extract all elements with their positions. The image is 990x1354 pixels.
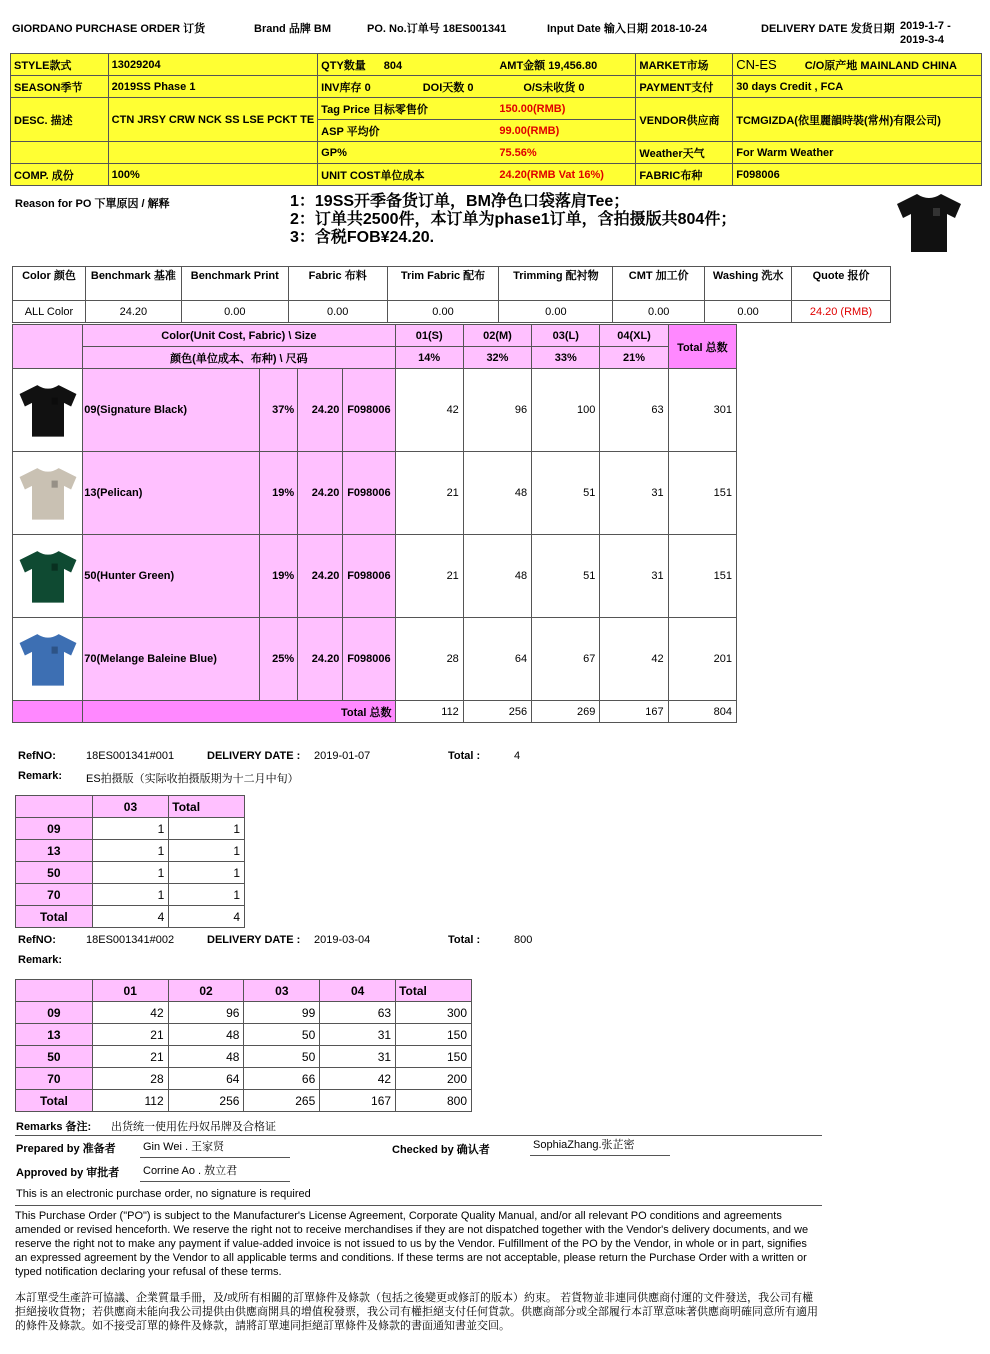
ref-total-value: 4 bbox=[514, 750, 521, 762]
ref-cell: 300 bbox=[396, 1002, 472, 1024]
tshirt-icon bbox=[16, 544, 80, 608]
size-total: 269 bbox=[532, 701, 600, 723]
ref-cell: 50 bbox=[244, 1024, 320, 1046]
cost-header: Trimming 配衬物 bbox=[499, 267, 613, 301]
color-pct: 19% bbox=[260, 452, 298, 535]
qty-cell: 67 bbox=[532, 618, 600, 701]
totals-row bbox=[13, 701, 737, 723]
remark-label: Remark: bbox=[18, 954, 63, 966]
ref-cell: 96 bbox=[168, 1002, 244, 1024]
size-color-table bbox=[12, 324, 737, 723]
row-total: 301 bbox=[668, 369, 736, 452]
ref-col-header: Total bbox=[396, 980, 472, 1002]
vendor-label: VENDOR供应商 bbox=[636, 98, 733, 142]
tag-price-value: 150.00(RMB) bbox=[496, 98, 636, 120]
ref-cell: 1 bbox=[169, 840, 245, 862]
ref-cell: 1 bbox=[92, 818, 169, 840]
qty-cell: 31 bbox=[600, 535, 668, 618]
ref-cell: 42 bbox=[320, 1068, 396, 1090]
market-label: MARKET市场 bbox=[636, 54, 733, 76]
amt-value: 19,456.80 bbox=[548, 59, 598, 72]
ref-cell: 265 bbox=[244, 1090, 320, 1112]
size-label: 01(S) bbox=[395, 325, 463, 347]
size-total: 167 bbox=[600, 701, 668, 723]
total-header: Total 总数 bbox=[668, 325, 736, 369]
swatch-cell bbox=[13, 535, 83, 618]
ref-cell: 63 bbox=[320, 1002, 396, 1024]
ref-cell: 28 bbox=[92, 1068, 168, 1090]
refno-label: RefNO: bbox=[18, 750, 56, 762]
os-label: O/S未收货 bbox=[523, 81, 576, 94]
size-header-en: Color(Unit Cost, Fabric) \ Size bbox=[83, 325, 395, 347]
po-header bbox=[12, 20, 980, 50]
ref-delivery-value: 2019-03-04 bbox=[314, 934, 371, 946]
remarks-label: Remarks 备注: bbox=[16, 1121, 92, 1133]
divider bbox=[15, 1135, 822, 1136]
ref-row-label: Total bbox=[16, 1090, 93, 1112]
ref-cell: 150 bbox=[396, 1024, 472, 1046]
color-row bbox=[13, 452, 737, 535]
reason-line: 2：订单共2500件，本订单为phase1订单，含拍摄版共804件； bbox=[290, 211, 737, 228]
comp-value: 100% bbox=[108, 164, 318, 186]
ref-cell: 99 bbox=[244, 1002, 320, 1024]
qty-cell: 48 bbox=[463, 535, 531, 618]
cost-cell: 0.00 bbox=[181, 301, 288, 323]
ref-col-header: 03 bbox=[92, 796, 169, 818]
qty-cell: 63 bbox=[600, 369, 668, 452]
ref-total-label: Total : bbox=[448, 750, 481, 762]
qty-cell: 51 bbox=[532, 535, 600, 618]
cost-header: Benchmark 基准 bbox=[85, 267, 181, 301]
style-value: 13029204 bbox=[108, 54, 318, 76]
weather-label: Weather天气 bbox=[636, 142, 733, 164]
cost-header: Fabric 布料 bbox=[288, 267, 387, 301]
amt-label: AMT金额 bbox=[499, 59, 546, 72]
weather-value: For Warm Weather bbox=[733, 142, 982, 164]
grand-total: 804 bbox=[668, 701, 736, 723]
ref-delivery-label: DELIVERY DATE : bbox=[207, 750, 301, 762]
checked-signature: SophiaZhang.张芷密 bbox=[530, 1136, 670, 1156]
electronic-note: This is an electronic purchase order, no signature is required bbox=[16, 1188, 311, 1200]
ref-col-header: 02 bbox=[168, 980, 244, 1002]
ref-row-label: 70 bbox=[16, 1068, 93, 1090]
color-name: 13(Pelican) bbox=[83, 452, 260, 535]
color-name: 09(Signature Black) bbox=[83, 369, 260, 452]
legal-terms-en: This Purchase Order ("PO") is subject to the Manufacturer's License Agreement, Corporate Quality Manual, and/or all relevant PO conditions and agreements amended or revised henceforth. We reserve the right not to receive merchandises if they are not dispatched together with the Vendor's delivery documents, and we reserve the right not to make any payment if value-added invoice is not issued to us by the Vendor. Fulfillment of the PO by the Vendor, in whole or in part, signifies an expressed agreement by the Vendor to all applicable terms and conditions. If these terms are not acceptable, please return the Purchase Order with a written or typed notification declaring your refusal of these terms. bbox=[15, 1210, 809, 1278]
season-value: 2019SS Phase 1 bbox=[108, 76, 318, 98]
unit-cost-label: UNIT COST单位成本 bbox=[318, 164, 497, 186]
ref-cell: 48 bbox=[168, 1046, 244, 1068]
cost-cell: ALL Color bbox=[13, 301, 86, 323]
ref-row-label: 13 bbox=[16, 1024, 93, 1046]
remark-value: ES拍摄版（实际收拍摄版期为十二月中旬） bbox=[86, 773, 299, 785]
row-total: 151 bbox=[668, 535, 736, 618]
cost-cell: 0.00 bbox=[288, 301, 387, 323]
tshirt-icon bbox=[16, 627, 80, 691]
color-cost: 24.20 bbox=[298, 535, 343, 618]
cost-header: Color 颜色 bbox=[13, 267, 86, 301]
totals-label: Total 总数 bbox=[83, 701, 395, 723]
row-total: 151 bbox=[668, 452, 736, 535]
ref-cell: 31 bbox=[320, 1024, 396, 1046]
row-total: 201 bbox=[668, 618, 736, 701]
qty-value: 804 bbox=[383, 59, 403, 72]
size-pct: 21% bbox=[600, 347, 668, 369]
payment-label: PAYMENT支付 bbox=[636, 76, 733, 98]
asp-value: 99.00(RMB) bbox=[496, 120, 636, 142]
tshirt-icon bbox=[16, 461, 80, 525]
qty-cell: 96 bbox=[463, 369, 531, 452]
ref-delivery-label: DELIVERY DATE : bbox=[207, 934, 301, 946]
cost-cell: 0.00 bbox=[705, 301, 792, 323]
color-pct: 19% bbox=[260, 535, 298, 618]
color-pct: 37% bbox=[260, 369, 298, 452]
remark-label: Remark: bbox=[18, 770, 63, 782]
legal-terms-cn: 本訂單受生產許可協議、企業質量手冊，及/或所有相關的訂單條件及條款（包括之後變更或修訂的版本）約束。 若貨物並非連同供應商付運的文件發送，我公司有權拒絕接收貨物；若供應商未能向我公司提供由供應商開具的增值稅發票，我公司有權拒絕支付任何貨款。供應商部分或全部履行本訂單意味著供應商明確同意所有適用的條件及條款。如不接受訂單的條件及條款，請將訂單連同拒絕訂單條件及條款的書面通知書並交回。 bbox=[15, 1292, 818, 1332]
qty-cell: 21 bbox=[395, 535, 463, 618]
color-cost: 24.20 bbox=[298, 452, 343, 535]
ref-cell: 42 bbox=[92, 1002, 168, 1024]
color-row bbox=[13, 535, 737, 618]
ref-row-label: 50 bbox=[16, 862, 93, 884]
unit-cost-value: 24.20(RMB Vat 16%) bbox=[496, 164, 636, 186]
document-title: GIORDANO PURCHASE ORDER 订货 bbox=[12, 23, 206, 35]
reason-line: 1：19SS开季备货订单，BM净色口袋落肩Tee； bbox=[290, 193, 630, 210]
ref-cell: 800 bbox=[396, 1090, 472, 1112]
cost-header: Washing 洗水 bbox=[705, 267, 792, 301]
ref-col-header: Total bbox=[169, 796, 245, 818]
doi-label: DOI天数 bbox=[422, 81, 465, 94]
market-value: CN-ES bbox=[736, 56, 777, 72]
prepared-label: Prepared by 准备者 bbox=[16, 1143, 116, 1155]
ref-row-label: 70 bbox=[16, 884, 93, 906]
comp-label: COMP. 成份 bbox=[11, 164, 109, 186]
approved-label: Approved by 审批者 bbox=[16, 1167, 120, 1179]
ref-row-label: Total bbox=[16, 906, 93, 928]
cost-table bbox=[12, 266, 891, 323]
doi-value: 0 bbox=[467, 81, 474, 94]
qty-cell: 21 bbox=[395, 452, 463, 535]
po-number: PO. No.订单号 18ES001341 bbox=[367, 23, 507, 35]
gp-value: 75.56% bbox=[496, 142, 636, 164]
inv-value: 0 bbox=[364, 81, 371, 94]
input-date: Input Date 输入日期 2018-10-24 bbox=[547, 23, 708, 35]
cost-cell: 24.20 bbox=[85, 301, 181, 323]
ref-cell: 1 bbox=[169, 884, 245, 906]
size-pct: 32% bbox=[463, 347, 531, 369]
delivery-range-start: 2019-1-7 - bbox=[900, 20, 951, 32]
ref-cell: 150 bbox=[396, 1046, 472, 1068]
style-label: STYLE款式 bbox=[11, 54, 109, 76]
swatch-cell bbox=[13, 618, 83, 701]
color-row bbox=[13, 369, 737, 452]
cost-header: Quote 报价 bbox=[792, 267, 891, 301]
ref-row-label: 09 bbox=[16, 818, 93, 840]
swatch-cell bbox=[13, 452, 83, 535]
ref-cell: 1 bbox=[92, 840, 169, 862]
color-fabric: F098006 bbox=[343, 452, 395, 535]
ref-cell: 48 bbox=[168, 1024, 244, 1046]
ref-row-label: 50 bbox=[16, 1046, 93, 1068]
size-label: 02(M) bbox=[463, 325, 531, 347]
po-info-grid bbox=[10, 53, 982, 186]
ref1-table bbox=[15, 795, 245, 928]
refno-label: RefNO: bbox=[18, 934, 56, 946]
size-pct: 33% bbox=[532, 347, 600, 369]
color-cost: 24.20 bbox=[298, 618, 343, 701]
color-fabric: F098006 bbox=[343, 618, 395, 701]
ref-cell: 4 bbox=[169, 906, 245, 928]
ref-cell: 50 bbox=[244, 1046, 320, 1068]
ref-col-header: 04 bbox=[320, 980, 396, 1002]
checked-label: Checked by 确认者 bbox=[392, 1144, 490, 1156]
brand: Brand 品牌 BM bbox=[254, 23, 331, 35]
qty-cell: 28 bbox=[395, 618, 463, 701]
size-pct: 14% bbox=[395, 347, 463, 369]
color-cost: 24.20 bbox=[298, 369, 343, 452]
size-label: 03(L) bbox=[532, 325, 600, 347]
origin-label: C/O原产地 bbox=[804, 59, 858, 72]
cost-cell: 0.00 bbox=[613, 301, 705, 323]
ref-cell: 1 bbox=[169, 818, 245, 840]
ref-cell: 21 bbox=[92, 1046, 168, 1068]
cost-header: CMT 加工价 bbox=[613, 267, 705, 301]
qty-label: QTY数量 bbox=[321, 59, 366, 72]
prepared-signature: Gin Wei . 王家贤 bbox=[140, 1138, 290, 1158]
color-name: 70(Melange Baleine Blue) bbox=[83, 618, 260, 701]
size-total: 256 bbox=[463, 701, 531, 723]
fabric-value: F098006 bbox=[733, 164, 982, 186]
ref-total-label: Total : bbox=[448, 934, 481, 946]
ref-cell: 31 bbox=[320, 1046, 396, 1068]
ref-delivery-value: 2019-01-07 bbox=[314, 750, 371, 762]
approved-signature: Corrine Ao . 敖立君 bbox=[140, 1162, 290, 1182]
asp-label: ASP 平均价 bbox=[318, 120, 497, 142]
size-label: 04(XL) bbox=[600, 325, 668, 347]
qty-cell: 31 bbox=[600, 452, 668, 535]
qty-cell: 42 bbox=[600, 618, 668, 701]
size-total: 112 bbox=[395, 701, 463, 723]
gp-label: GP% bbox=[318, 142, 497, 164]
ref-cell: 66 bbox=[244, 1068, 320, 1090]
product-image bbox=[893, 190, 965, 257]
qty-cell: 100 bbox=[532, 369, 600, 452]
ref-cell: 1 bbox=[92, 884, 169, 906]
cost-header: Benchmark Print bbox=[181, 267, 288, 301]
delivery-range-end: 2019-3-4 bbox=[900, 34, 945, 46]
qty-cell: 64 bbox=[463, 618, 531, 701]
color-fabric: F098006 bbox=[343, 535, 395, 618]
qty-cell: 51 bbox=[532, 452, 600, 535]
delivery-date-label: DELIVERY DATE 发货日期 bbox=[761, 23, 895, 35]
desc-label: DESC. 描述 bbox=[11, 98, 109, 142]
os-value: 0 bbox=[578, 81, 585, 94]
reason-label: Reason for PO 下單原因 / 解释 bbox=[15, 198, 170, 210]
quote-cell: 24.20 (RMB) bbox=[792, 301, 891, 323]
swatch-cell bbox=[13, 369, 83, 452]
fabric-label: FABRIC布种 bbox=[636, 164, 733, 186]
remarks-value: 出货统一使用佐丹奴吊牌及合格证 bbox=[111, 1121, 276, 1133]
cost-cell: 0.00 bbox=[499, 301, 613, 323]
ref-cell: 4 bbox=[92, 906, 169, 928]
cost-header: Trim Fabric 配布 bbox=[387, 267, 499, 301]
origin-value: MAINLAND CHINA bbox=[860, 59, 957, 72]
payment-value: 30 days Credit , FCA bbox=[733, 76, 982, 98]
color-fabric: F098006 bbox=[343, 369, 395, 452]
color-pct: 25% bbox=[260, 618, 298, 701]
ref-col-header: 03 bbox=[244, 980, 320, 1002]
ref-cell: 64 bbox=[168, 1068, 244, 1090]
color-row bbox=[13, 618, 737, 701]
size-header-cn: 颜色(单位成本、布种) \ 尺码 bbox=[83, 347, 395, 369]
ref-cell: 256 bbox=[168, 1090, 244, 1112]
ref-total-value: 800 bbox=[514, 934, 533, 946]
vendor-value: TCMGIZDA(依里麗韻時裝(常州)有限公司) bbox=[733, 98, 982, 142]
ref-cell: 21 bbox=[92, 1024, 168, 1046]
ref-cell: 200 bbox=[396, 1068, 472, 1090]
qty-cell: 42 bbox=[395, 369, 463, 452]
refno-value: 18ES001341#001 bbox=[86, 750, 175, 762]
refno-value: 18ES001341#002 bbox=[86, 934, 175, 946]
color-name: 50(Hunter Green) bbox=[83, 535, 260, 618]
cost-cell: 0.00 bbox=[387, 301, 499, 323]
inv-label: INV库存 bbox=[321, 81, 362, 94]
ref2-table bbox=[15, 979, 472, 1112]
ref-row-label: 09 bbox=[16, 1002, 93, 1024]
ref-cell: 112 bbox=[92, 1090, 168, 1112]
reason-line: 3：含税FOB¥24.20. bbox=[290, 229, 435, 246]
ref-cell: 167 bbox=[320, 1090, 396, 1112]
tshirt-icon bbox=[16, 378, 80, 442]
reason-lines bbox=[290, 193, 736, 247]
tshirt-icon bbox=[893, 190, 965, 254]
season-label: SEASON季节 bbox=[11, 76, 109, 98]
tag-price-label: Tag Price 目标零售价 bbox=[318, 98, 497, 120]
qty-cell: 48 bbox=[463, 452, 531, 535]
divider bbox=[15, 1205, 822, 1206]
ref-cell: 1 bbox=[169, 862, 245, 884]
desc-value: CTN JRSY CRW NCK SS LSE PCKT TE bbox=[108, 98, 318, 142]
ref-row-label: 13 bbox=[16, 840, 93, 862]
ref-cell: 1 bbox=[92, 862, 169, 884]
ref-col-header: 01 bbox=[92, 980, 168, 1002]
